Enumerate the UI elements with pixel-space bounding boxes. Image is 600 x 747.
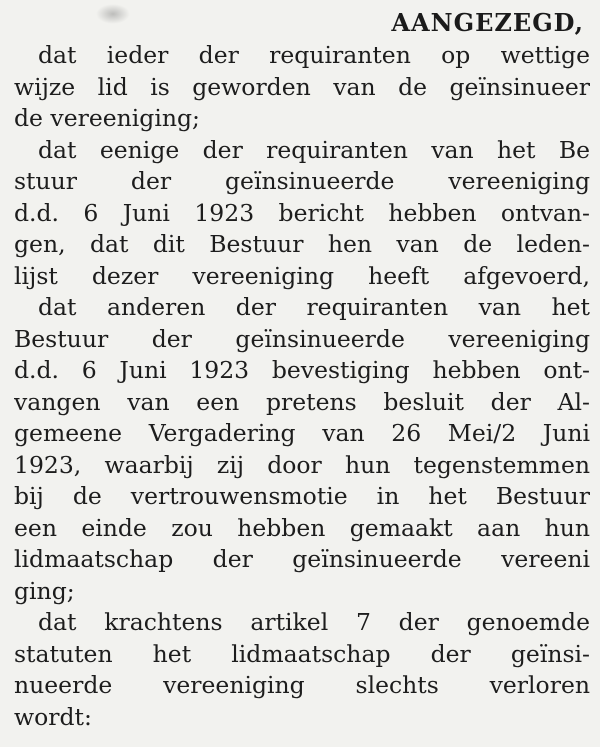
text-line: d.d. 6 Juni 1923 bevestiging hebben ont- — [14, 356, 590, 384]
text-line: wijze lid is geworden van de geïnsinueer — [14, 72, 590, 101]
text-line: dat anderen der requiranten van het — [38, 293, 590, 321]
text-line: d.d. 6 Juni 1923 bericht hebben ontvan- — [14, 198, 590, 227]
text-column — [14, 40, 590, 733]
text-line: lidmaatschap der geïnsinueerde vereeni — [14, 545, 590, 573]
text-line: nueerde vereeniging slechts verloren — [14, 671, 590, 699]
text-line: Bestuur der geïnsinueerde vereeniging — [14, 324, 590, 353]
ink-smudge — [96, 4, 130, 24]
section-heading: AANGEZEGD, — [391, 8, 584, 37]
text-line: dat eenige der requiranten van het Be — [38, 135, 590, 164]
text-line: 1923, waarbij zij door hun tegenstemmen — [14, 450, 590, 479]
text-line: gemeene Vergadering van 26 Mei/2 Juni — [14, 419, 590, 447]
text-line: statuten het lidmaatschap der geïnsi- — [14, 639, 590, 668]
text-line: vangen van een pretens besluit der Al- — [14, 387, 590, 416]
text-line: een einde zou hebben gemaakt aan hun — [14, 513, 590, 542]
text-line: lijst dezer vereeniging heeft afgevoerd, — [14, 261, 590, 290]
text-line: ging; — [14, 576, 75, 605]
text-line: de vereeniging; — [14, 104, 200, 132]
text-line: bij de vertrouwensmotie in het Bestuur — [14, 482, 590, 510]
text-line: stuur der geïnsinueerde vereeniging — [14, 167, 590, 195]
text-line: dat krachtens artikel 7 der genoemde — [38, 608, 590, 636]
text-line: gen, dat dit Bestuur hen van de leden- — [14, 230, 590, 258]
text-line: dat ieder der requiranten op wettige — [38, 41, 590, 69]
text-line: wordt: — [14, 702, 92, 731]
